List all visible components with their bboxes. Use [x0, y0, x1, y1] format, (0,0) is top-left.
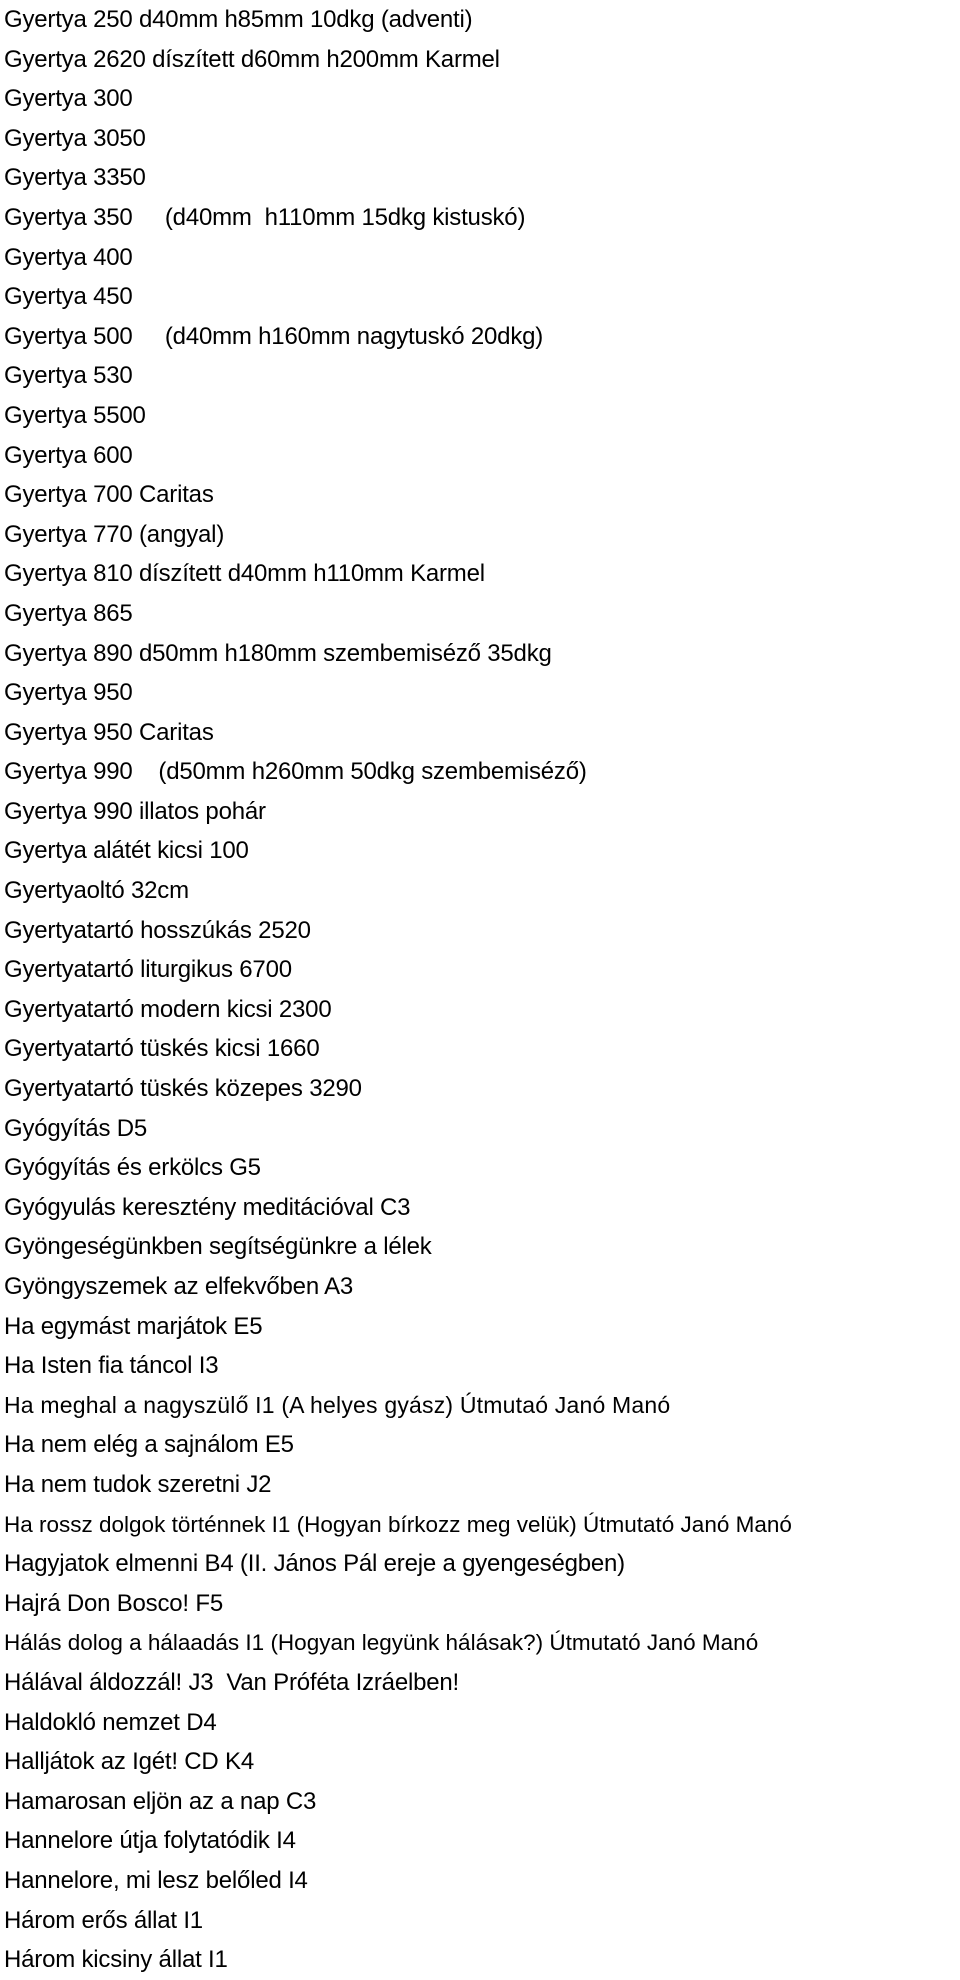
text-line-37: Ha nem elég a sajnálom E5	[4, 1431, 294, 1459]
text-line-32: Gyöngeségünkben segítségünkre a lélek	[4, 1233, 432, 1261]
text-line-18: Gyertya 950	[4, 679, 133, 707]
text-line-49: Három erős állat I1	[4, 1906, 203, 1934]
text-line-19: Gyertya 950 Caritas	[4, 718, 214, 746]
text-line-7: Gyertya 400	[4, 243, 133, 271]
text-line-23: Gyertyaoltó 32cm	[4, 877, 189, 905]
text-line-21: Gyertya 990 illatos pohár	[4, 797, 266, 825]
text-line-27: Gyertyatartó tüskés kicsi 1660	[4, 1035, 320, 1063]
text-line-20: Gyertya 990 (d50mm h260mm 50dkg szembemiséző)	[4, 758, 587, 786]
text-line-13: Gyertya 700 Caritas	[4, 481, 214, 509]
text-line-38: Ha nem tudok szeretni J2	[4, 1470, 272, 1498]
text-line-28: Gyertyatartó tüskés közepes 3290	[4, 1075, 362, 1103]
text-line-50: Három kicsiny állat I1	[4, 1946, 228, 1974]
text-line-39: Ha rossz dolgok történnek I1 (Hogyan bírkozz meg velük) Útmutató Janó Manó	[4, 1511, 792, 1537]
text-line-2: Gyertya 2620 díszített d60mm h200mm Karmel	[4, 45, 500, 73]
text-line-4: Gyertya 3050	[4, 124, 146, 152]
text-line-24: Gyertyatartó hosszúkás 2520	[4, 916, 311, 944]
text-line-15: Gyertya 810 díszített d40mm h110mm Karmel	[4, 560, 485, 588]
text-line-22: Gyertya alátét kicsi 100	[4, 837, 249, 865]
text-line-26: Gyertyatartó modern kicsi 2300	[4, 995, 332, 1023]
text-line-42: Hálás dolog a hálaadás I1 (Hogyan legyünk hálásak?) Útmutató Janó Manó	[4, 1630, 759, 1656]
text-line-1: Gyertya 250 d40mm h85mm 10dkg (adventi)	[4, 6, 473, 33]
text-line-40: Hagyjatok elmenni B4 (II. János Pál ereje a gyengeségben)	[4, 1550, 625, 1578]
text-line-17: Gyertya 890 d50mm h180mm szembemiséző 35dkg	[4, 639, 552, 667]
text-line-44: Haldokló nemzet D4	[4, 1708, 217, 1736]
text-line-12: Gyertya 600	[4, 441, 133, 469]
text-line-5: Gyertya 3350	[4, 164, 146, 192]
text-line-16: Gyertya 865	[4, 599, 133, 627]
text-line-33: Gyöngyszemek az elfekvőben A3	[4, 1273, 354, 1300]
text-line-47: Hannelore útja folytatódik I4	[4, 1827, 296, 1855]
text-line-10: Gyertya 530	[4, 362, 133, 390]
text-line-34: Ha egymást marjátok E5	[4, 1312, 263, 1340]
text-line-25: Gyertyatartó liturgikus 6700	[4, 956, 292, 984]
text-line-35: Ha Isten fia táncol I3	[4, 1352, 219, 1380]
text-line-41: Hajrá Don Bosco! F5	[4, 1589, 223, 1617]
text-line-8: Gyertya 450	[4, 283, 133, 311]
text-line-3: Gyertya 300	[4, 85, 133, 113]
document-page	[4, 0, 954, 1980]
text-line-9: Gyertya 500 (d40mm h160mm nagytuskó 20dkg)	[4, 322, 544, 350]
text-line-36: Ha meghal a nagyszülő I1 (A helyes gyász) Útmutaó Janó Manó	[4, 1391, 671, 1418]
text-line-11: Gyertya 5500	[4, 401, 146, 429]
text-line-6: Gyertya 350 (d40mm h110mm 15dkg kistuskó)	[4, 203, 526, 231]
text-line-30: Gyógyítás és erkölcs G5	[4, 1154, 261, 1182]
text-line-48: Hannelore, mi lesz belőled I4	[4, 1866, 308, 1894]
text-line-31: Gyógyulás keresztény meditációval C3	[4, 1193, 411, 1221]
text-line-29: Gyógyítás D5	[4, 1114, 147, 1142]
text-line-45: Halljátok az Igét! CD K4	[4, 1748, 254, 1776]
text-line-14: Gyertya 770 (angyal)	[4, 520, 225, 548]
text-line-46: Hamarosan eljön az a nap C3	[4, 1787, 317, 1815]
text-line-43: Hálával áldozzál! J3 Van Próféta Izráelben!	[4, 1668, 460, 1696]
